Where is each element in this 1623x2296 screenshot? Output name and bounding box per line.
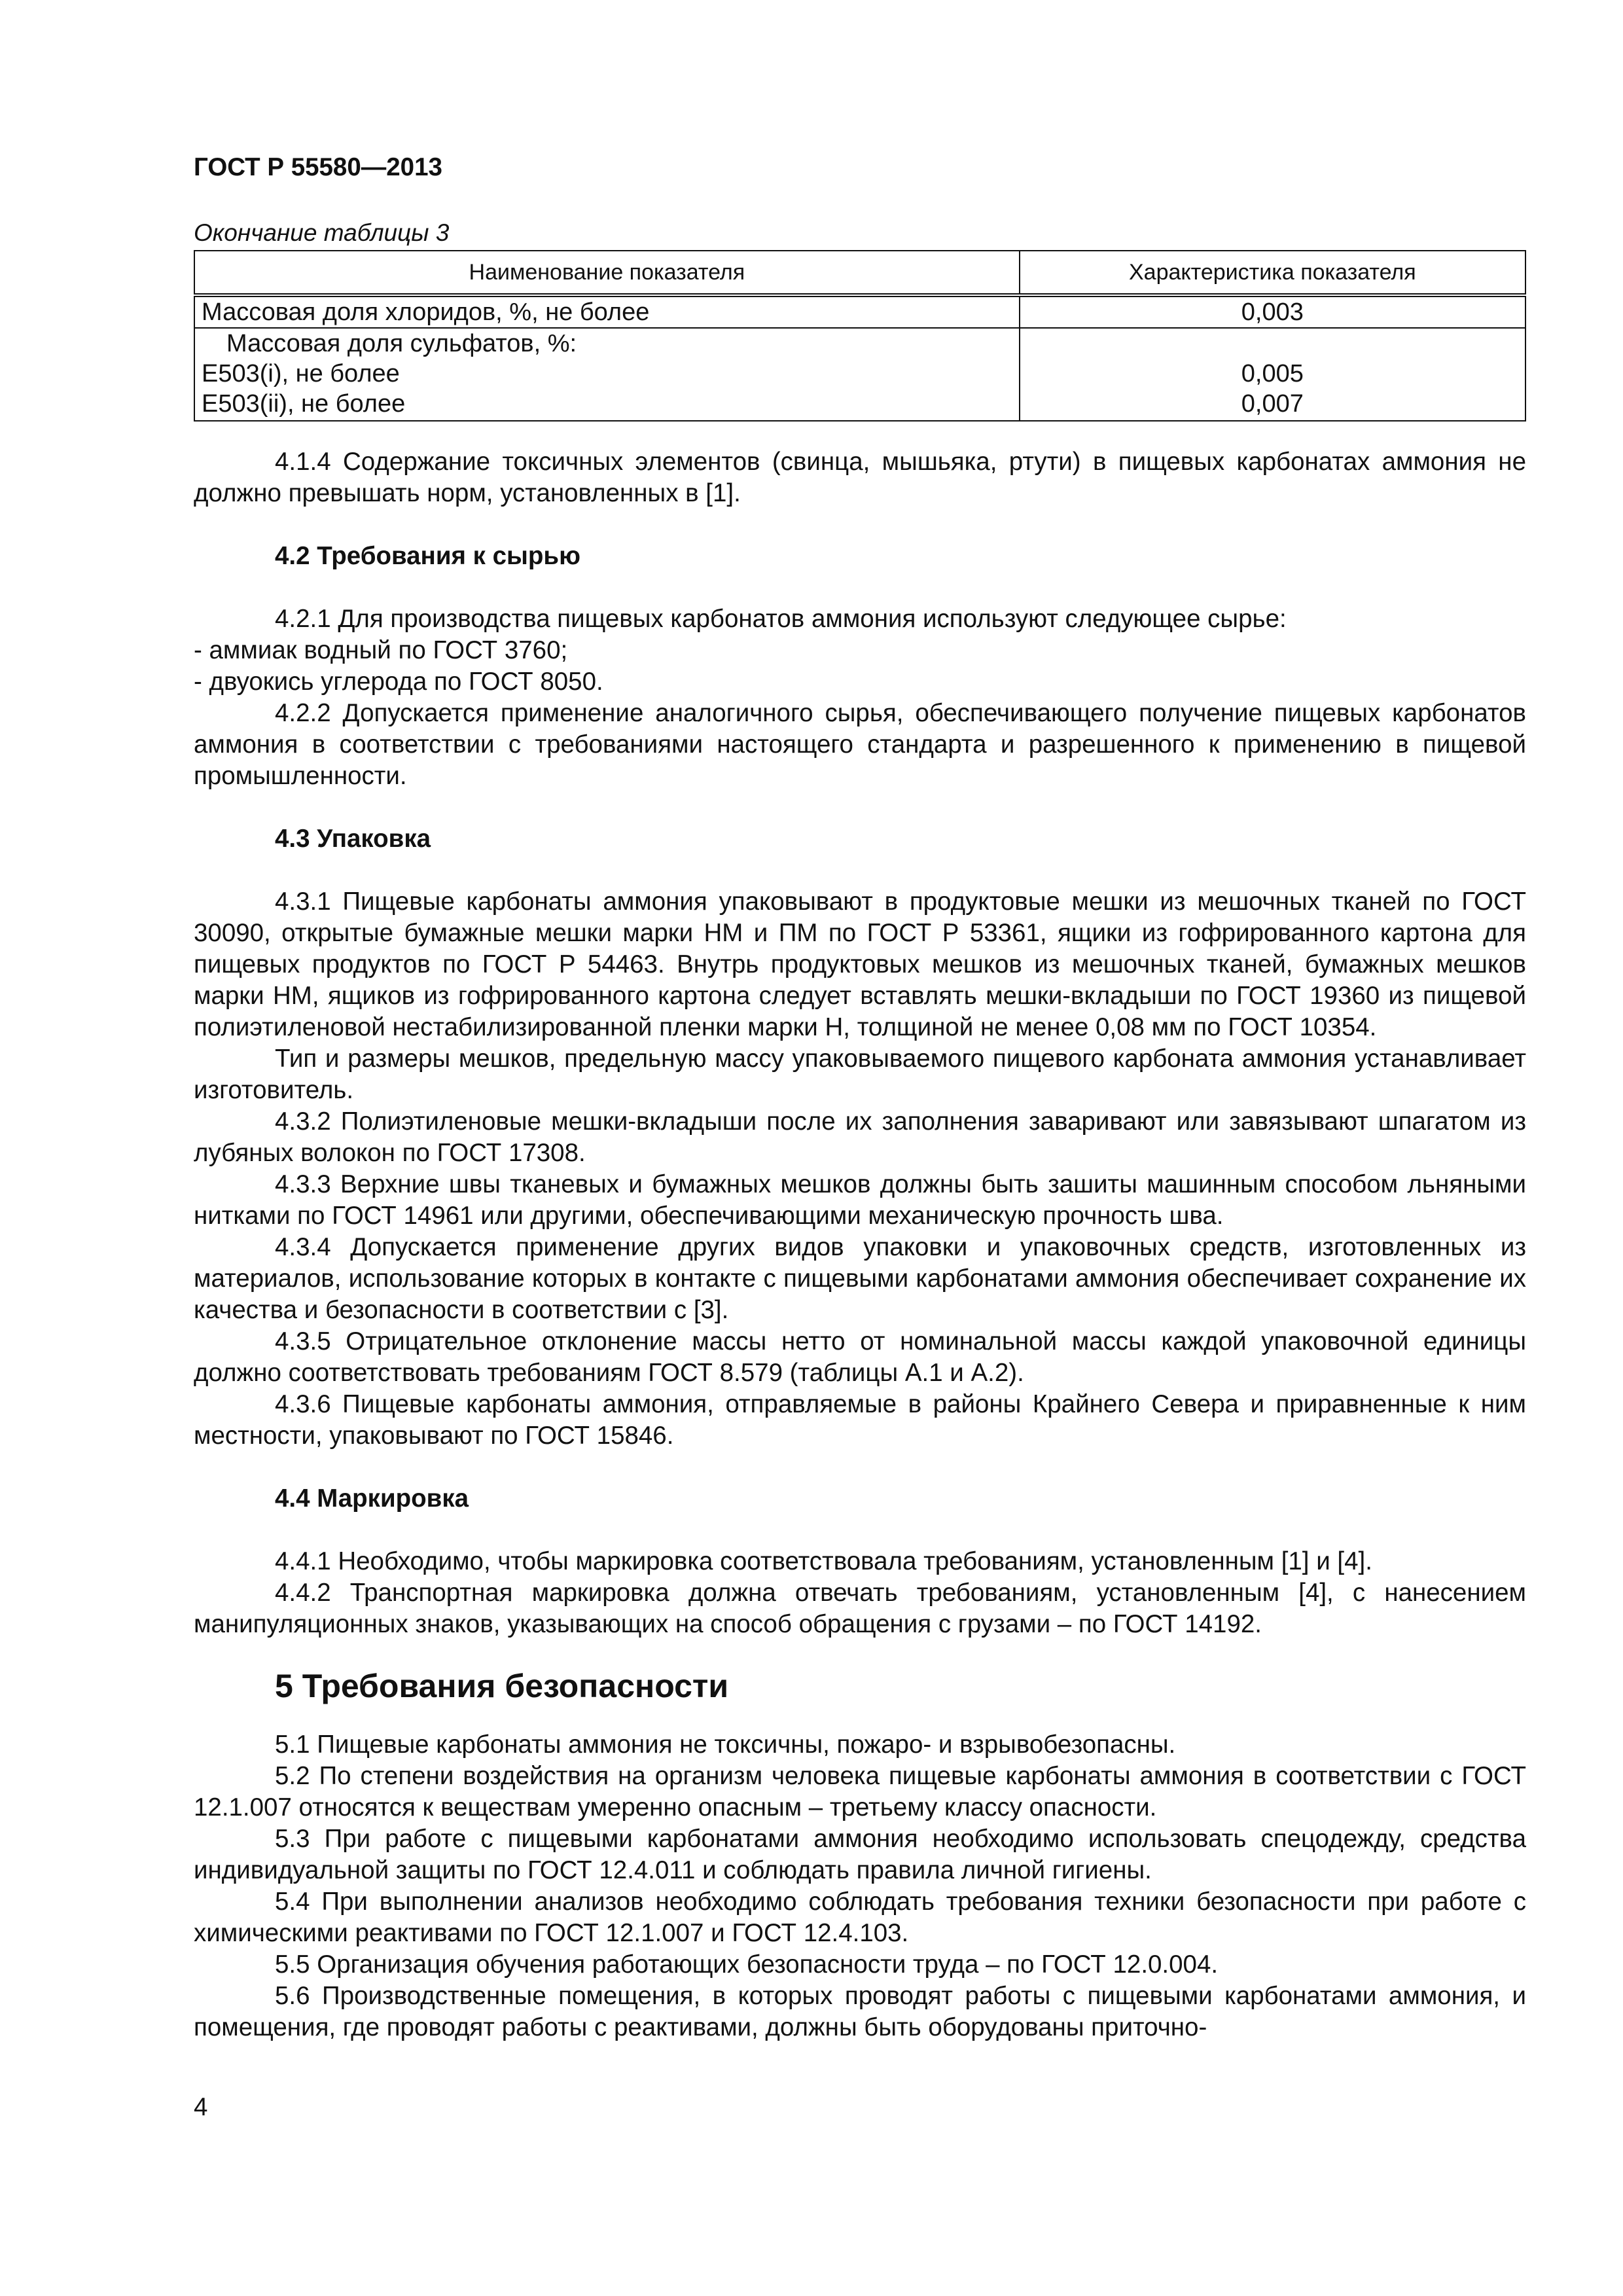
paragraph-4-1-4: 4.1.4 Содержание токсичных элементов (свинца, мышьяка, ртути) в пищевых карбонатах аммония не должно превышать норм, установленных в [1]. bbox=[194, 448, 1526, 507]
paragraph-5-2: 5.2 По степени воздействия на организм человека пищевые карбонаты аммония в соответствии с ГОСТ 12.1.007 относятся к веществам умеренно опасным – третьему классу опасности. bbox=[194, 1762, 1526, 1821]
paragraph-4-3-6: 4.3.6 Пищевые карбонаты аммония, отправляемые в районы Крайнего Севера и приравненные к ним местности, упаковывают по ГОСТ 15846. bbox=[194, 1390, 1526, 1450]
row-value: 0,003 bbox=[1020, 295, 1525, 328]
row-value: 0,007 bbox=[1241, 390, 1304, 418]
section-heading-4-4: 4.4 Маркировка bbox=[275, 1484, 469, 1513]
table-header-row bbox=[194, 251, 1525, 295]
row-value: 0,005 bbox=[1241, 360, 1304, 387]
paragraph-5-1: 5.1 Пищевые карбонаты аммония не токсичны, пожаро- и взрывобезопасны. bbox=[275, 1731, 1176, 1759]
paragraph-4-3-2: 4.3.2 Полиэтиленовые мешки-вкладыши после их заполнения заваривают или завязывают шпагатом из лубяных волокон по ГОСТ 17308. bbox=[194, 1107, 1526, 1167]
row-name: Массовая доля хлоридов, %, не более bbox=[194, 295, 1020, 328]
spec-table bbox=[194, 250, 1526, 422]
paragraph-4-2-2: 4.2.2 Допускается применение аналогичного сырья, обеспечивающего получение пищевых карбонатов аммония в соответствии с требованиями настоящего стандарта и разрешенного к применению в пищевой промышленности. bbox=[194, 699, 1526, 790]
section-heading-5: 5 Требования безопасности bbox=[275, 1668, 729, 1704]
paragraph-4-3-4: 4.3.4 Допускается применение других видов упаковки и упаковочных средств, изготовленных из материалов, использование которых в контакте с пищевыми карбонатами аммония обеспечивает сохранение их качества и безопасности в соответствии с [3]. bbox=[194, 1233, 1526, 1324]
paragraph-5-5: 5.5 Организация обучения работающих безопасности труда – по ГОСТ 12.0.004. bbox=[275, 1950, 1219, 1979]
page-number: 4 bbox=[194, 2093, 208, 2121]
list-item: - двуокись углерода по ГОСТ 8050. bbox=[194, 668, 603, 696]
section-heading-4-2: 4.2 Требования к сырью bbox=[275, 542, 580, 570]
row-name: E503(ii), не более bbox=[202, 390, 406, 418]
table-row-group bbox=[194, 328, 1525, 421]
section-heading-4-3: 4.3 Упаковка bbox=[275, 825, 431, 853]
list-item: - аммиак водный по ГОСТ 3760; bbox=[194, 636, 568, 664]
paragraph-4-3-1-b: Тип и размеры мешков, предельную массу упаковываемого пищевого карбоната аммония устанавливает изготовитель. bbox=[194, 1045, 1526, 1104]
paragraph-4-2-1: 4.2.1 Для производства пищевых карбонатов аммония используют следующее сырье: bbox=[275, 605, 1287, 633]
row-name: Массовая доля сульфатов, %: bbox=[226, 330, 577, 357]
column-header-name: Наименование показателя bbox=[194, 251, 1020, 295]
paragraph-4-4-1: 4.4.1 Необходимо, чтобы маркировка соответствовала требованиям, установленным [1] и [4]. bbox=[275, 1547, 1372, 1575]
table-row bbox=[194, 295, 1525, 328]
row-value bbox=[1027, 329, 1518, 359]
document-header: ГОСТ Р 55580—2013 bbox=[194, 153, 442, 181]
paragraph-5-6: 5.6 Производственные помещения, в которых проводят работы с пищевыми карбонатами аммония, и помещения, где проводят работы с реактивами, должны быть оборудованы приточно- bbox=[194, 1982, 1526, 2041]
body-text bbox=[194, 446, 1526, 2043]
paragraph-4-3-3: 4.3.3 Верхние швы тканевых и бумажных мешков должны быть зашиты машинным способом льняными нитками по ГОСТ 14961 или другими, обеспечивающими механическую прочность шва. bbox=[194, 1170, 1526, 1230]
paragraph-4-3-5: 4.3.5 Отрицательное отклонение массы нетто от номинальной массы каждой упаковочной единицы должно соответствовать требованиям ГОСТ 8.579 (таблицы А.1 и А.2). bbox=[194, 1327, 1526, 1387]
paragraph-5-3: 5.3 При работе с пищевыми карбонатами аммония необходимо использовать спецодежду, средства индивидуальной защиты по ГОСТ 12.4.011 и соблюдать правила личной гигиены. bbox=[194, 1825, 1526, 1884]
column-header-value: Характеристика показателя bbox=[1020, 251, 1525, 295]
paragraph-4-4-2: 4.4.2 Транспортная маркировка должна отвечать требованиям, установленным [4], с нанесением манипуляционных знаков, указывающих на способ обращения с грузами – по ГОСТ 14192. bbox=[194, 1579, 1526, 1638]
table-caption: Окончание таблицы 3 bbox=[194, 219, 450, 246]
paragraph-5-4: 5.4 При выполнении анализов необходимо соблюдать требования техники безопасности при работе с химическими реактивами по ГОСТ 12.1.007 и ГОСТ 12.4.103. bbox=[194, 1888, 1526, 1947]
paragraph-4-3-1: 4.3.1 Пищевые карбонаты аммония упаковывают в продуктовые мешки из мешочных тканей по ГОСТ 30090, открытые бумажные мешки марки НМ и ПМ по ГОСТ Р 53361, ящики из гофрированного картона для пищевых продуктов по ГОСТ Р 54463. Внутрь продуктовых мешков из мешочных тканей, бумажных мешков марки НМ, ящиков из гофрированного картона следует вставлять мешки-вкладыши по ГОСТ 19360 из пищевой полиэтиленовой нестабилизированной пленки марки Н, толщиной не менее 0,08 мм по ГОСТ 10354. bbox=[194, 888, 1526, 1041]
row-name: E503(i), не более bbox=[202, 360, 400, 387]
